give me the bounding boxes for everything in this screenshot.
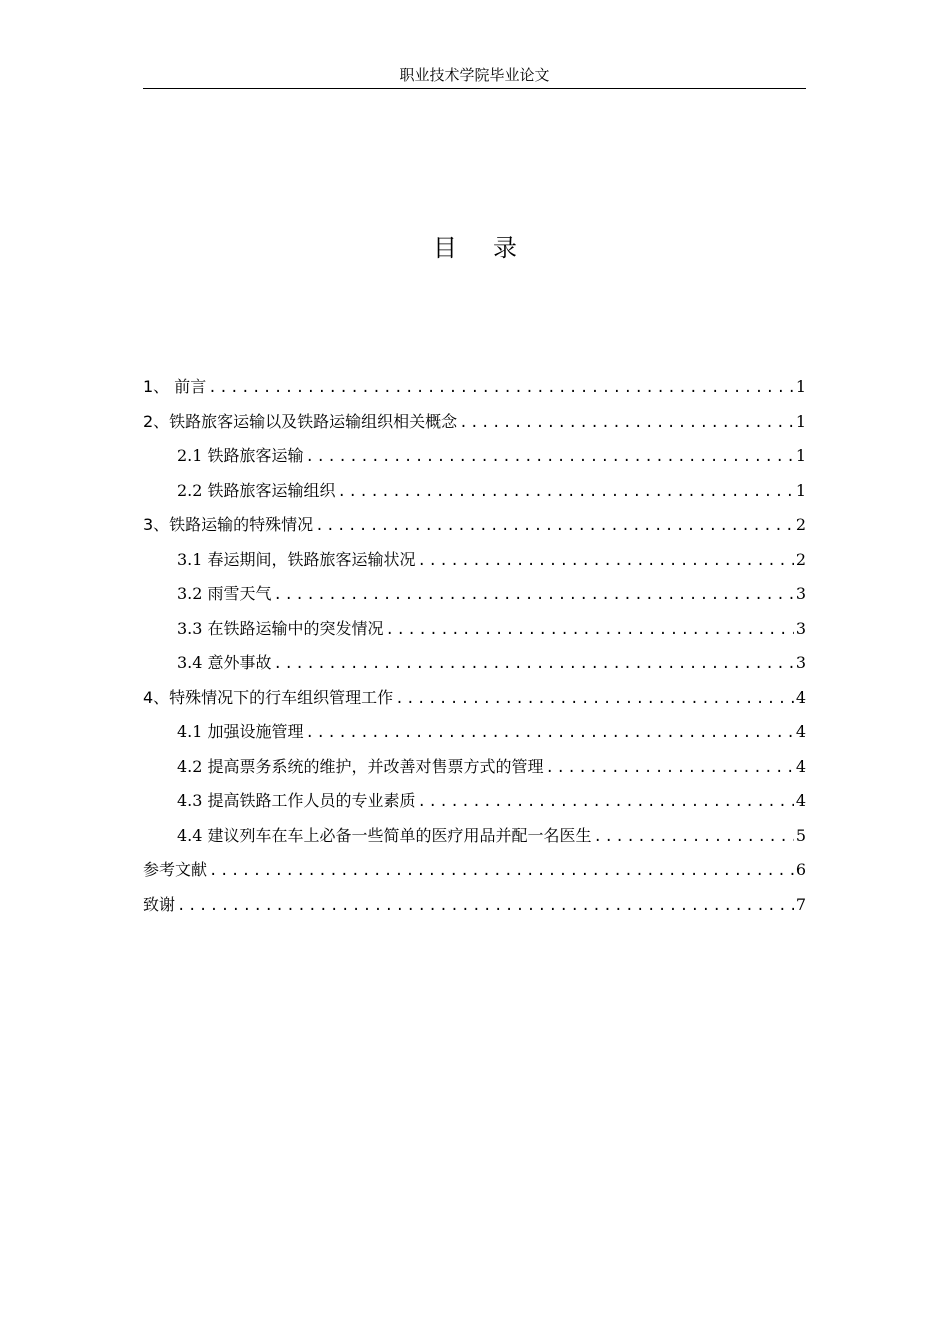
- toc-dot-leader: [386, 613, 794, 648]
- toc-entry-section-4-4[interactable]: [143, 819, 806, 854]
- toc-entry-label: 4.3 提高铁路工作人员的专业素质: [177, 791, 416, 810]
- toc-entry-section-2-1[interactable]: [143, 439, 806, 474]
- toc-page-number: 6: [795, 860, 806, 879]
- toc-dot-leader: [459, 406, 794, 441]
- toc-entry-label: 3.1 春运期间，铁路旅客运输状况: [177, 549, 416, 569]
- toc-page-number: 5: [795, 825, 806, 845]
- toc-dot-leader: [306, 716, 794, 751]
- toc-entry-label: 致谢: [143, 894, 176, 914]
- toc-entry-label: 2、铁路旅客运输以及铁路运输组织相关概念: [143, 411, 458, 431]
- toc-entry-section-3-2[interactable]: [143, 577, 806, 612]
- toc-page-number: 4: [795, 687, 806, 707]
- toc-page-number: 3: [795, 618, 806, 638]
- table-of-contents: [143, 370, 806, 922]
- toc-page-number: 7: [795, 894, 806, 914]
- toc-page-number: 1: [795, 411, 806, 431]
- toc-entry-section-4-1[interactable]: [143, 715, 806, 750]
- toc-entry-label: 3.3 在铁路运输中的突发情况: [177, 618, 384, 638]
- toc-dot-leader: [395, 682, 794, 717]
- toc-dot-leader: [418, 544, 794, 579]
- toc-entry-label: 4.4 建议列车在车上必备一些简单的医疗用品并配一名医生: [177, 825, 592, 845]
- toc-dot-leader: [208, 371, 794, 406]
- toc-page-number: 4: [795, 756, 806, 776]
- header-text: 职业技术学院毕业论文: [399, 66, 550, 84]
- toc-entry-chapter-2[interactable]: [143, 405, 806, 440]
- toc-entry-label: 3.2 雨雪天气: [177, 584, 272, 603]
- toc-entry-chapter-4[interactable]: [143, 681, 806, 716]
- toc-entry-acknowledgements[interactable]: [143, 888, 806, 923]
- toc-entry-label: 4、特殊情况下的行车组织管理工作: [143, 687, 394, 707]
- toc-page-number: 2: [795, 515, 806, 534]
- toc-page-number: 3: [795, 584, 806, 603]
- toc-dot-leader: [418, 785, 794, 820]
- toc-dot-leader: [274, 647, 794, 682]
- toc-entry-label: 2.1 铁路旅客运输: [177, 446, 304, 465]
- toc-dot-leader: [594, 820, 794, 855]
- toc-page-number: 1: [795, 480, 806, 500]
- toc-entry-label: 1、 前言: [143, 377, 207, 396]
- toc-page-number: 2: [795, 549, 806, 569]
- toc-dot-leader: [306, 440, 794, 475]
- toc-page-number: 3: [795, 653, 806, 672]
- toc-entry-label: 4.1 加强设施管理: [177, 722, 304, 741]
- toc-entry-section-3-3[interactable]: [143, 612, 806, 647]
- toc-page-number: 1: [795, 377, 806, 396]
- toc-dot-leader: [315, 509, 794, 544]
- toc-entry-label: 3.4 意外事故: [177, 653, 272, 672]
- toc-entry-label: 4.2 提高票务系统的维护，并改善对售票方式的管理: [177, 756, 544, 776]
- toc-dot-leader: [177, 889, 794, 924]
- page-title: 目录: [433, 234, 553, 262]
- toc-entry-chapter-3[interactable]: [143, 508, 806, 543]
- toc-entry-section-4-2[interactable]: [143, 750, 806, 785]
- toc-entry-section-3-1[interactable]: [143, 543, 806, 578]
- toc-dot-leader: [274, 578, 794, 613]
- toc-page-number: 4: [795, 791, 806, 810]
- page-header: [143, 64, 806, 89]
- toc-page-number: 1: [795, 446, 806, 465]
- toc-entry-section-3-4[interactable]: [143, 646, 806, 681]
- toc-dot-leader: [546, 751, 794, 786]
- toc-entry-label: 参考文献: [143, 860, 208, 879]
- toc-dot-leader: [209, 854, 794, 889]
- toc-dot-leader: [338, 475, 794, 510]
- toc-entry-section-2-2[interactable]: [143, 474, 806, 509]
- toc-entry-label: 2.2 铁路旅客运输组织: [177, 480, 336, 500]
- toc-entry-label: 3、铁路运输的特殊情况: [143, 515, 314, 534]
- toc-entry-section-4-3[interactable]: [143, 784, 806, 819]
- toc-page-number: 4: [795, 722, 806, 741]
- toc-entry-preface[interactable]: [143, 370, 806, 405]
- toc-entry-references[interactable]: [143, 853, 806, 888]
